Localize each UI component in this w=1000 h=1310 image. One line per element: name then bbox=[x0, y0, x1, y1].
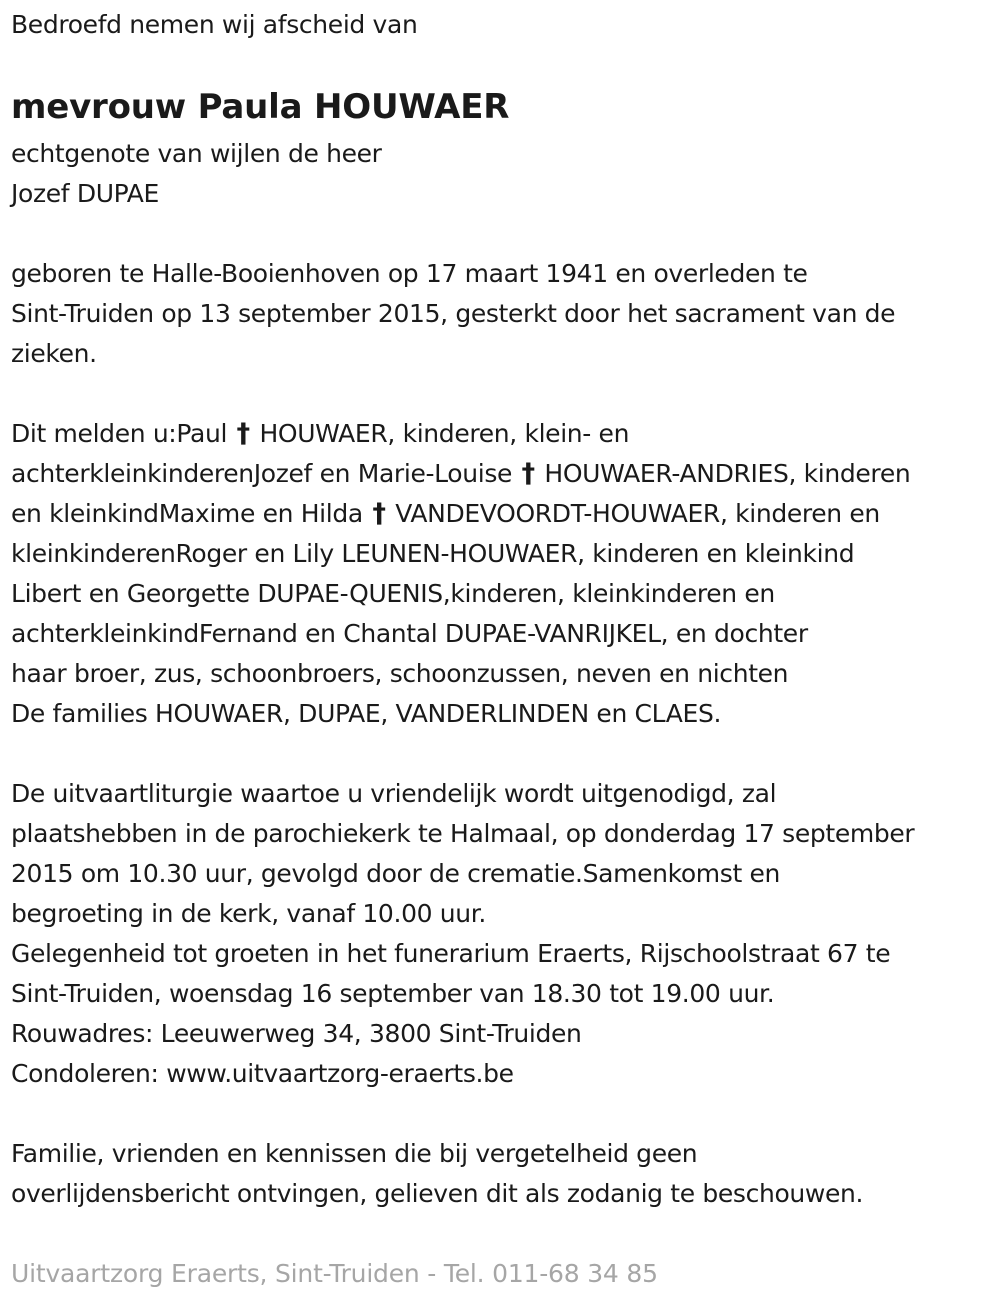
family-line: De families HOUWAER, DUPAE, VANDERLINDEN en CLAES. bbox=[11, 699, 722, 728]
family-text: HOUWAER-ANDRIES, kinderen bbox=[544, 459, 911, 488]
mourning-address: Rouwadres: Leeuwerweg 34, 3800 Sint-Truiden bbox=[11, 1019, 582, 1048]
service-line: De uitvaartliturgie waartoe u vriendelijk wordt uitgenodigd, zal bbox=[11, 779, 777, 808]
closing-line: overlijdensbericht ontvingen, gelieven dit als zodanig te beschouwen. bbox=[11, 1179, 864, 1208]
cross-icon: † bbox=[372, 498, 386, 529]
birth-line: zieken. bbox=[11, 339, 97, 368]
spouse-section bbox=[11, 134, 382, 214]
closing-section bbox=[11, 1134, 863, 1214]
family-line bbox=[11, 494, 910, 534]
condolence-website: Condoleren: www.uitvaartzorg-eraerts.be bbox=[11, 1059, 514, 1088]
cross-icon: † bbox=[236, 418, 250, 449]
birth-line: geboren te Halle-Booienhoven op 17 maart 1941 en overleden te bbox=[11, 259, 808, 288]
family-line: haar broer, zus, schoonbroers, schoonzussen, neven en nichten bbox=[11, 659, 789, 688]
deceased-name: mevrouw Paula HOUWAER bbox=[11, 87, 510, 127]
service-line: plaatshebben in de parochiekerk te Halmaal, op donderdag 17 september bbox=[11, 819, 915, 848]
family-text: VANDEVOORDT-HOUWAER, kinderen en bbox=[395, 499, 880, 528]
family-line: achterkleinkindFernand en Chantal DUPAE-VANRIJKEL, en dochter bbox=[11, 619, 808, 648]
spouse-name: Jozef DUPAE bbox=[11, 179, 159, 208]
family-line: Libert en Georgette DUPAE-QUENIS,kinderen, kleinkinderen en bbox=[11, 579, 775, 608]
birth-death-section bbox=[11, 254, 895, 374]
spouse-line: echtgenote van wijlen de heer bbox=[11, 139, 382, 168]
service-line: begroeting in de kerk, vanaf 10.00 uur. bbox=[11, 899, 486, 928]
family-line: kleinkinderenRoger en Lily LEUNEN-HOUWAER, kinderen en kleinkind bbox=[11, 539, 855, 568]
birth-line: Sint-Truiden op 13 september 2015, gesterkt door het sacrament van de bbox=[11, 299, 896, 328]
family-text: Dit melden u:Paul bbox=[11, 419, 228, 448]
family-text: HOUWAER, kinderen, klein- en bbox=[259, 419, 630, 448]
family-section bbox=[11, 414, 910, 734]
service-line: Sint-Truiden, woensdag 16 september van 18.30 tot 19.00 uur. bbox=[11, 979, 775, 1008]
family-text: achterkleinkinderenJozef en Marie-Louise bbox=[11, 459, 513, 488]
family-text: en kleinkindMaxime en Hilda bbox=[11, 499, 363, 528]
closing-line: Familie, vrienden en kennissen die bij vergetelheid geen bbox=[11, 1139, 698, 1168]
service-section bbox=[11, 774, 914, 1094]
service-line: Gelegenheid tot groeten in het funerarium Eraerts, Rijschoolstraat 67 te bbox=[11, 939, 891, 968]
family-line bbox=[11, 414, 910, 454]
cross-icon: † bbox=[521, 458, 535, 489]
funeral-home-footer: Uitvaartzorg Eraerts, Sint-Truiden - Tel. 011-68 34 85 bbox=[11, 1259, 658, 1288]
intro-text: Bedroefd nemen wij afscheid van bbox=[11, 10, 418, 39]
family-line bbox=[11, 454, 910, 494]
service-line: 2015 om 10.30 uur, gevolgd door de crematie.Samenkomst en bbox=[11, 859, 781, 888]
